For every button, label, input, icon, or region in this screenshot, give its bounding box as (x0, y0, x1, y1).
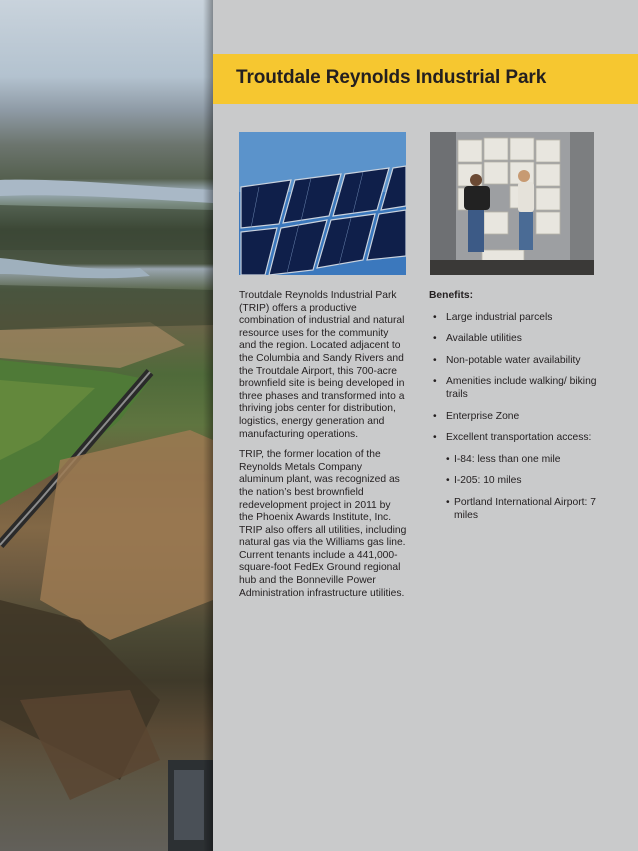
description-paragraph-2: TRIP, the former location of the Reynolds Metals Company aluminum plant, was recognized as the nation’s best brownfield redevelopment project in 2011 by the Phoenix Awards Institute, Inc. TRIP also offers all utilities, including natural gas via the Williams gas line. Current tenants include a 441,000-square-foot FedEx Ground regional hub and the Bonneville Power Administration infrastructure utilities. (239, 449, 407, 599)
list-item: • Portland International Airport: 7 miles (446, 497, 609, 522)
list-item: • Large industrial parcels (429, 312, 609, 325)
benefits-list (429, 312, 609, 523)
list-item: • I-205: 10 miles (446, 475, 609, 488)
benefits-heading: Benefits: (429, 290, 474, 301)
list-item: • Enterprise Zone (429, 411, 609, 424)
list-item-transportation (429, 432, 609, 522)
list-item: • Non-potable water availability (429, 355, 609, 368)
description-paragraph-1: Troutdale Reynolds Industrial Park (TRIP) offers a productive combination of industrial and natural resource uses for the community and the region. Located adjacent to the Columbia and Sandy Rivers and the Troutdale Airport, this 700-acre brownfield site is being developed in three phases and transformed into a thriving jobs center for distribution, logistics, energy generation and manufacturing operations. (239, 290, 405, 440)
list-item: • Amenities include walking/ biking trails (429, 376, 609, 401)
transportation-list (446, 454, 609, 522)
header-band (213, 54, 638, 104)
list-item: • Available utilities (429, 333, 609, 346)
solar-panels-photo (239, 132, 406, 275)
transportation-label: Excellent transportation access: (446, 432, 592, 444)
description-text (239, 290, 407, 608)
list-item: • I-84: less than one mile (446, 454, 609, 467)
benefits-section (429, 290, 609, 531)
page-title: Troutdale Reynolds Industrial Park (236, 67, 547, 88)
workers-loading-truck-photo (430, 132, 594, 275)
aerial-site-photo (0, 0, 213, 851)
